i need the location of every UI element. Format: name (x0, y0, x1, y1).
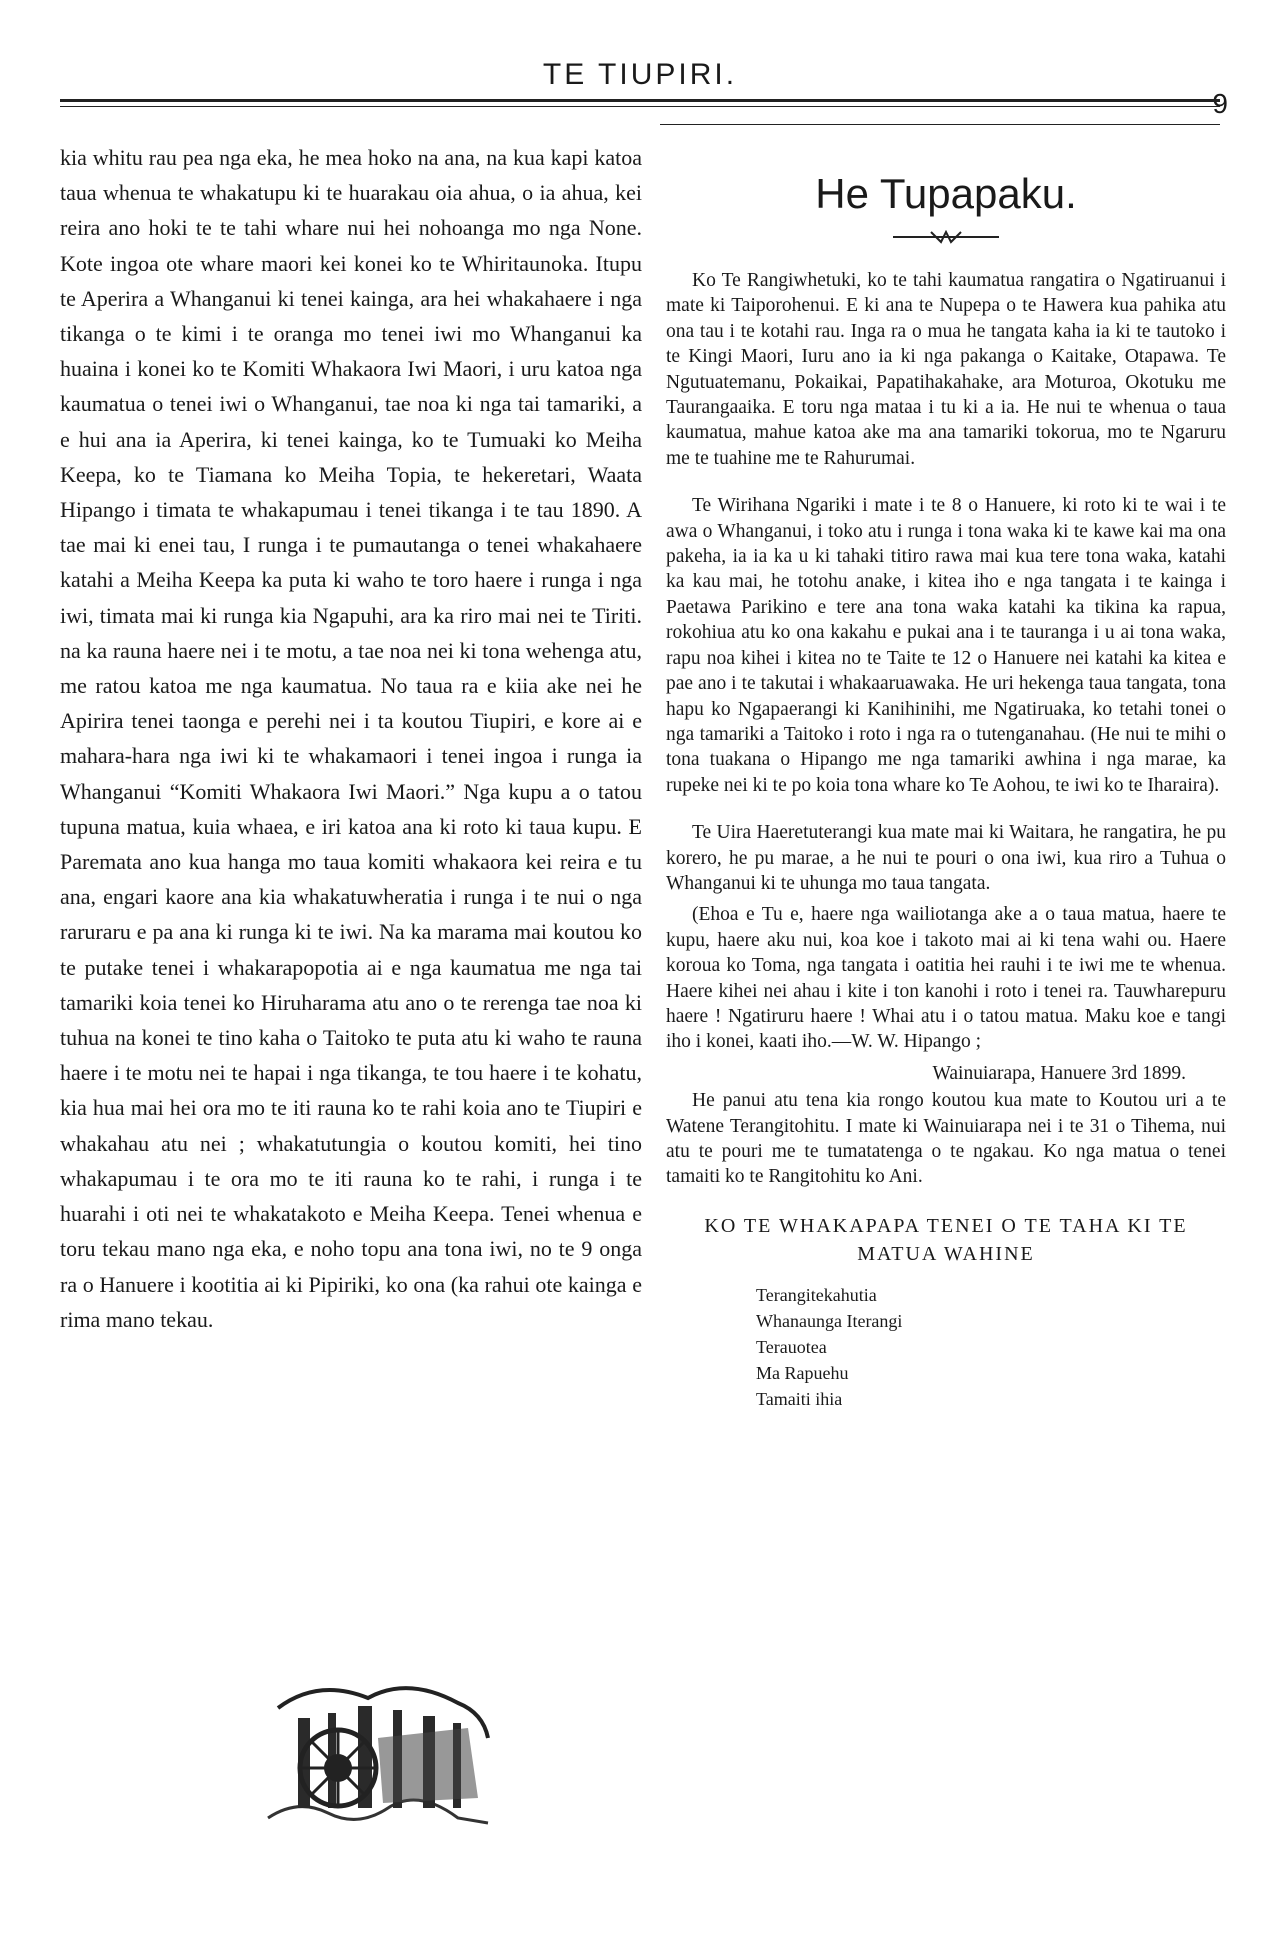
notice-text: Te Uira Haeretuterangi kua mate mai ki Waitara, he rangatira, he pu korero, he pu marae, a he nui te pouri o ona iwi, kua riro a Tuhua o Whanganui ki te uhunga mo taua tangata. (666, 822, 1226, 894)
column-top-rule (660, 124, 1220, 125)
notice-text: He panui atu tena kia rongo koutou kua mate to Koutou uri a te Watene Terangitohitu. I mate ki Wainuiarapa nei i te 31 o Tihema, nui atu te pouri me te tumatatenga o te ngakau. Ko nga matua o tenei tamaiti ko te Rangitohitu ko Ani. (666, 1090, 1226, 1188)
death-notice (666, 493, 1226, 798)
final-notice (666, 1088, 1226, 1190)
header-rule-thick (60, 99, 1220, 102)
page-header (0, 0, 1280, 140)
death-notice (666, 820, 1226, 896)
article-body: kia whitu rau pea nga eka, he mea hoko na ana, na kua kapi katoa taua whenua te whakatupu ki te huarakau oia ahua, o ia ahua, kei reira ano hoki te te tahi whare nui hei nohoanga mo nga None. Kote ingoa ote whare maori kei konei ko te Whiritaunoka. Itupu te Aperira a Whanganui ki tenei kainga, ara hei whakahaere i nga tikanga o te kimi i te oranga mo tenei iwi mo Whanganui ka huaina i konei ko te Komiti Whakaora Iwi Maori, i uru katoa nga kaumatua o tenei iwi o Whanganui, tae noa ki nga tai tamariki, a e hui ana ia Aperira, ki tenei kainga, ko te Tumuaki ko Meiha Keepa, ko te Tiamana ko Meiha Topia, te hekeretari, Waata Hipango i timata te whakapumau i tenei tikanga i te tau 1890. A tae mai ki enei tau, I runga i te pumautanga o tenei whakahaere katahi a Meiha Keepa ka puta ki waho te toro haere i runga i nga iwi, timata mai ki runga kia Ngapuhi, ara ka riro mai nei te Tiriti. na ka rauna haere nei i te motu, a tae noa nei ki tona wehenga atu, me ratou katoa me nga kaumatua. No taua ra e kiia ake nei he Apirira tenei taonga e perehi nei i ta koutou Tiupiri, e kore ai e mahara-hara nga iwi ki te whakamaori i tenei ingoa i runga ia Whanganui “Komiti Whakaora Iwi Maori.” Nga kupu a o tatou tupuna matua, kuia whaea, e iri katoa ana ki roto ki taua kupu. E Paremata ano kua hanga mo taua komiti whakaora kei reira e tu ana, engari kaore ana kia whakatuwheratia i runga i te nui o nga raruraru e pa ana ki runga ki te iwi. Na ka marama mai koutou ko te putake tenei i whakarapopotia ai e nga kaumatua me nga tai tamariki koia tenei ko Hiruharama atu ano o te rerenga tae noa ki tuhua na konei te tino kaha o Taitoko te puta atu ki waho te rauna haere i te motu nei te hapai i nga tikanga, te tou haere i te kohatu, kia hua mai hei ora mo te iti rauna ko te rahi koia ano te Tiupiri e whakahau atu nei ; whakatutungia o koutou komiti, hei tino whakapumau i te ora mo te iti rauna ko te rahi, i runga i te huarahi i oti nei te whakatakoto e Meiha Keepa. Tenei whenua e toru tekau mano nga eka, e noho topu ana tona iwi, no te 9 onga ra o Hanuere i kootitia ai ki Pipiriki, ko ona (ka rahui ote kainga e rima mano tekau. (60, 145, 642, 1332)
section-title: He Tupapaku. (815, 170, 1077, 217)
notice-text: Ko Te Rangiwhetuki, ko te tahi kaumatua rangatira o Ngatiruanui i mate ki Taiporohenui. E ki ana te Nupepa o te Hawera kua pahika atu ona tau i te kotahi rau. Inga ra o mua he tangata kaha ia ki te tautoko i te Kingi Maori, Iuru ano ia ki nga pakanga o Kaitake, Otapawa. Te Ngutuatemanu, Pokaikai, Papatihakahake, ara Moturoa, Okotuku me Taurangaaika. E toru nga mataa i tu ki a ia. He nui te whenua o taua kaumatua, mahue katoa ake ma ana tamariki tokorua, mo te Ngaruru me te tuahine me te Rahurumai. (666, 270, 1226, 469)
right-column (666, 170, 1226, 1412)
list-item: Ma Rapuehu (756, 1362, 849, 1383)
death-notice (666, 268, 1226, 471)
divider-ornament-icon (891, 230, 1001, 244)
page-number: 9 (1212, 88, 1228, 119)
list-item: Terauotea (756, 1336, 827, 1357)
notice-text: Te Wirihana Ngariki i mate i te 8 o Hanuere, ki roto ki te wai i te awa o Whanganui, i toko atu i runga i tona waka ki te kawe kai ma ona pakeha, ia ia ka u ki tahaki titiro rawa mai kua tere tona waka, katahi ka kau mai, he totohu anake, i kitea iho e nga tangata i te kainga i Paetawa Parikino e tere ana tona waka katahi ka tikina ka rapua, rokohiua atu ko ona kakahu e pukai ana i te tauranga i u ai tona waka, rapu noa kihei i kitea no te Taite te 12 o Hanuere nei katahi ka kitea e pae ano i te takutai i whakaaruawaka. He uri hekenga taua tangata, tona hapu ko Ngapaerangi ki Kanihinihi, me Ngatiruaka, ko tetahi tonei o nga tamariki a Taitoko i roto i nga ra o tutenganahau. (He nui te mihi o tona tuakana o Hipango me nga tamariki awhina i nga marae, ka rupeke nei ki te po koia tona whare ko Te Aohou, te iwi ko te Iharaira). (666, 495, 1226, 796)
lament-notice (666, 902, 1226, 1054)
woodcut-illustration (258, 1668, 498, 1833)
genealogy-list (756, 1282, 1226, 1412)
genealogy-title: KO TE WHAKAPAPA TENEI O TE TAHA KI TE MATUA WAHINE (704, 1214, 1188, 1265)
notice-text: (Ehoa e Tu e, haere nga wailiotanga ake a o taua matua, haere te kupu, haere aku nui, koa koe i takoto mai ai ki tena wahi ou. Haere koroua ko Toma, nga tangata i oatitia hei rauhi i te iwi me te whenua. Haere kihei nei ahau i kite i ton kanohi i roto i tenei ra. Tauwharepuru haere ! Ngatiruru haere ! Whai atu i o tatou matua. Maku koe e tangi iho i konei, kaati iho.—W. W. Hipango ; (666, 904, 1226, 1053)
left-column (60, 140, 642, 1337)
list-item: Terangitekahutia (756, 1284, 877, 1305)
masthead-title: TE TIUPIRI. (542, 58, 738, 91)
list-item: Whanaunga Iterangi (756, 1310, 903, 1331)
dateline: Wainuiarapa, Hanuere 3rd 1899. (932, 1062, 1186, 1084)
list-item: Tamaiti ihia (756, 1388, 843, 1409)
header-rule-thin (60, 106, 1220, 107)
